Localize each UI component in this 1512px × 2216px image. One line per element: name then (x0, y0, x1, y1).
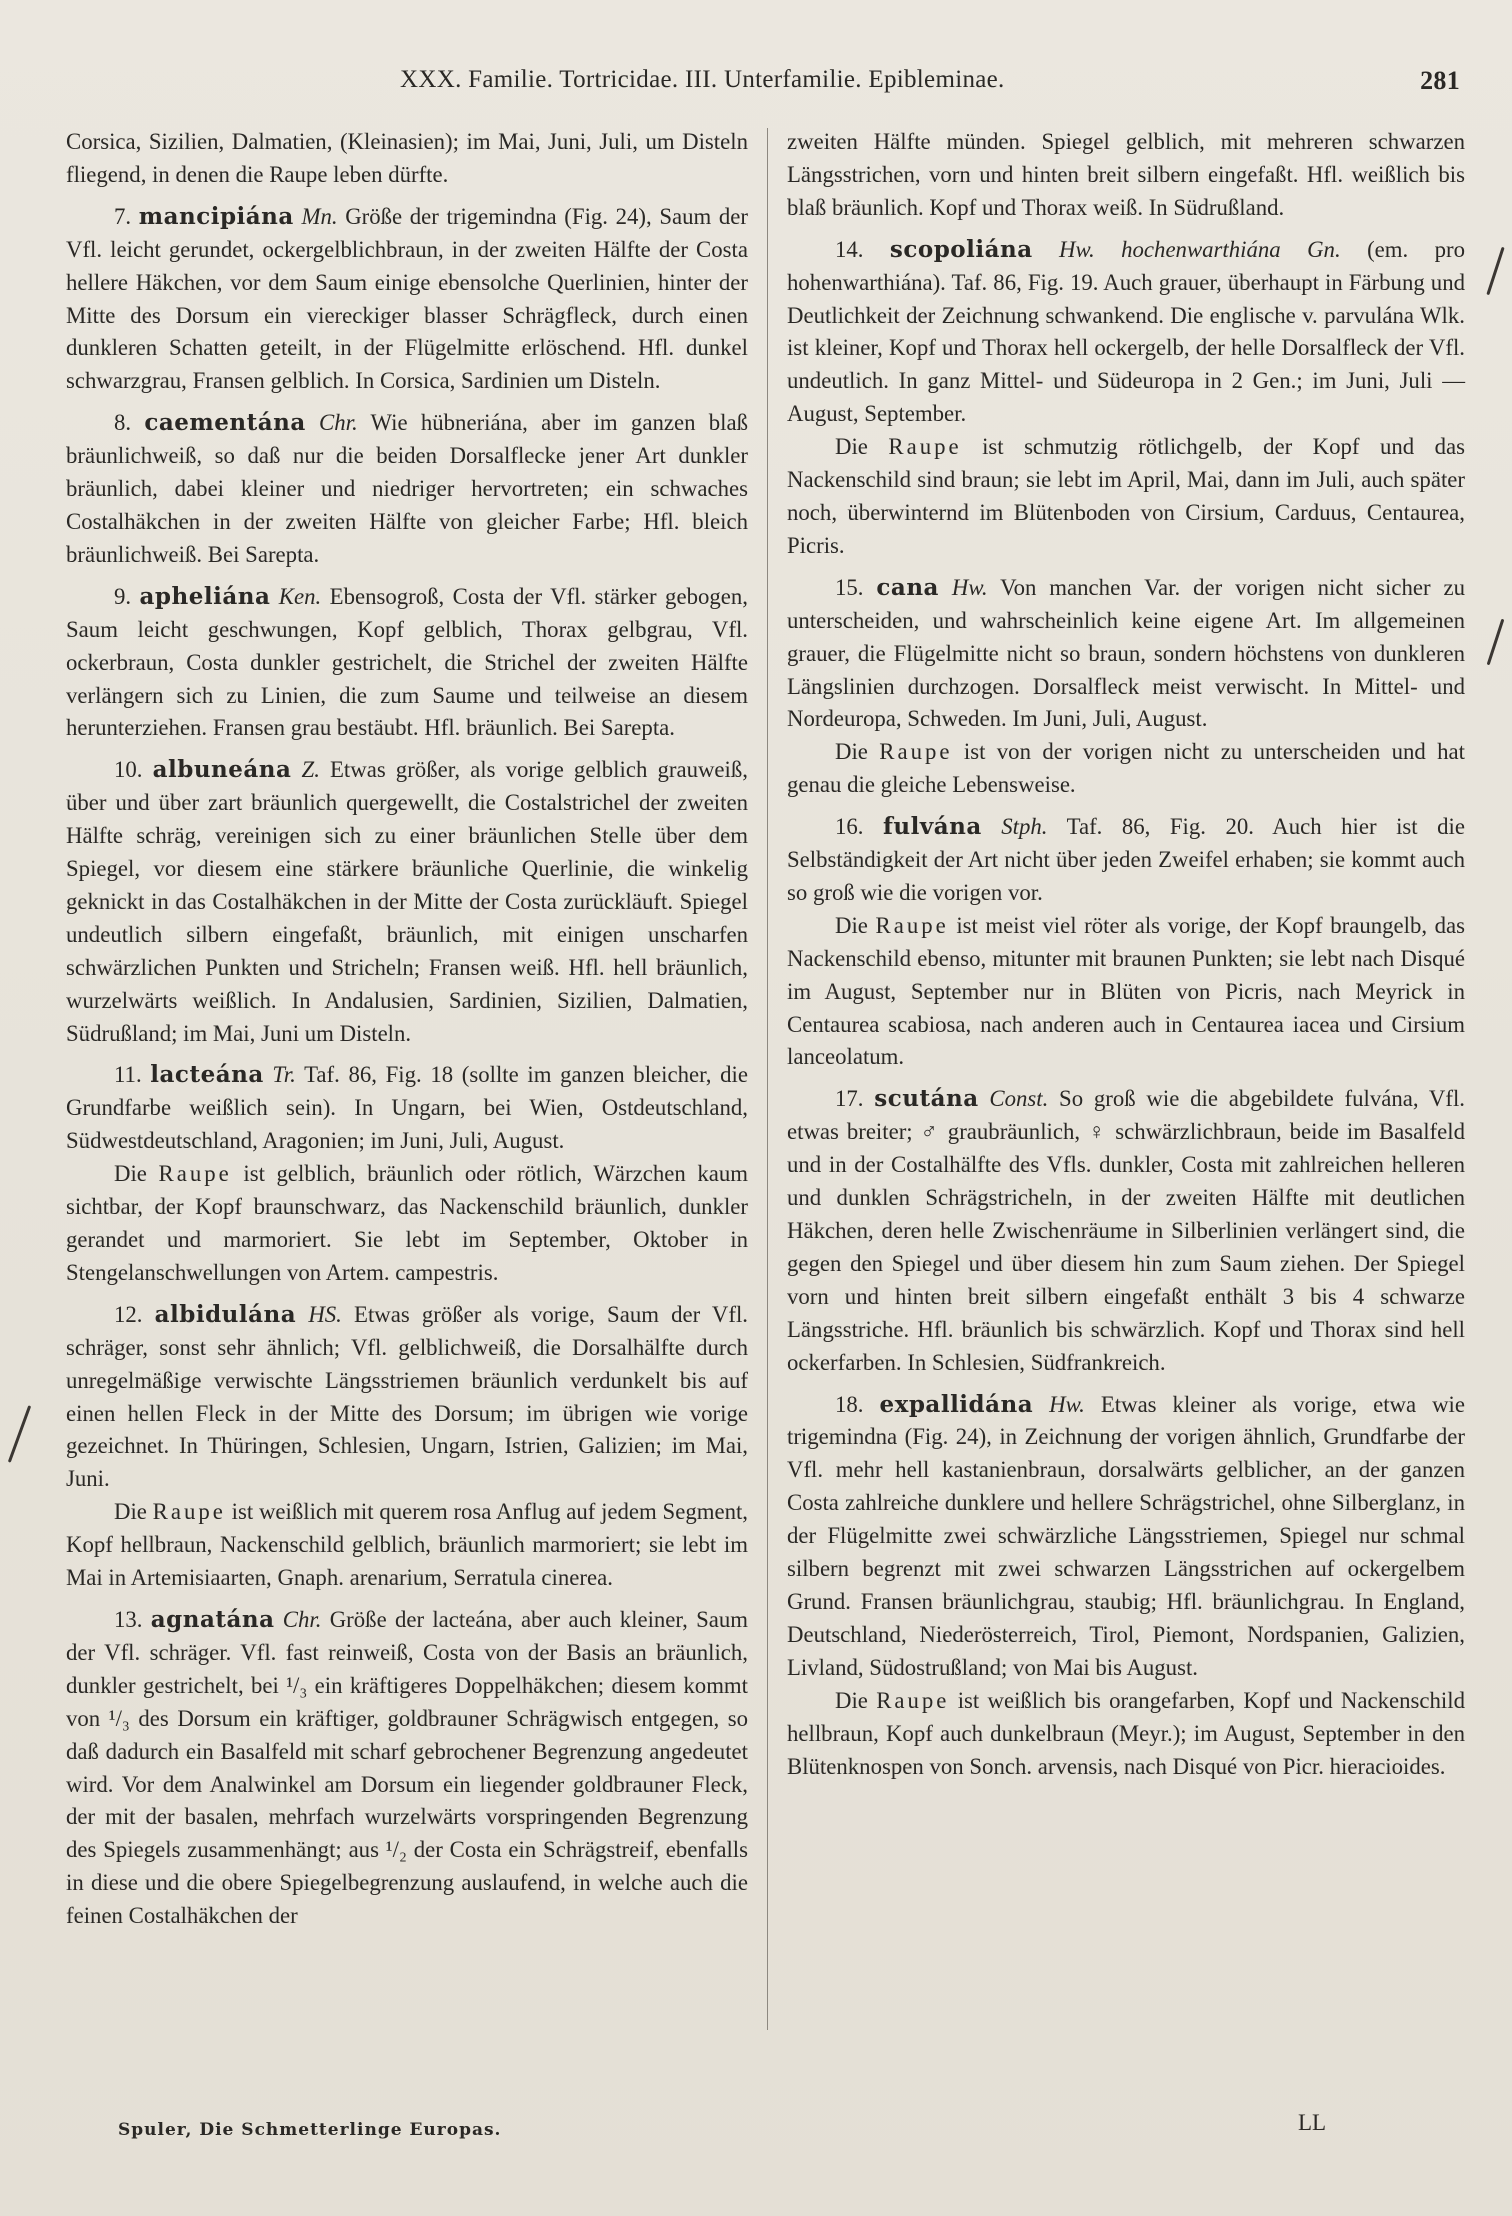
larva-paragraph: Die Raupe ist weißlich bis orangefarben, Kopf und Nackenschild hellbraun, Kopf auch dunkelbraun (Meyr.); im August, September in den Blütenknospen von Sonch. arvensis, nach Disqué von Picr. hieracioides. (787, 1687, 1465, 1779)
larva-paragraph: Die Raupe ist meist viel röter als vorige, der Kopf braungelb, das Nackenschild ebenso, mitunter mit braunen Punkten; sie lebt nach Disqué im August, September nur in Blüten von Picris, nach Meyrick in Centaurea scabiosa, nach anderen auch in Centaurea iacea und Cirsium lanceolatum. (787, 912, 1466, 1070)
pencil-mark (8, 1405, 31, 1462)
author: HS. (308, 1301, 342, 1327)
author: Const. (989, 1086, 1049, 1112)
author: Hw. (1049, 1391, 1085, 1417)
species-name: albidulána (154, 1300, 297, 1328)
larva-paragraph: Die Raupe ist schmutzig rötlichgelb, der Kopf und das Nackenschild sind braun; sie lebt im April, Mai, dann im Juli, auch später noch, überwinternd im Blütenboden von Cirsium, Carduus, Centaurea, Picris. (787, 434, 1466, 558)
species-entry-10: 10. albuneána Z. Etwas größer, als vorige gelblich grauweiß, über und über zart bräunlich quergewellt, die Costalstrichel der zweiten Hälfte schräg, vereinigen sich zu einer bräunlichen Stelle über dem Spiegel, vor diesem eine stärkere bräunliche Querlinie, die winkelig geknickt in das Costalhäkchen in der Mitte der Costa zurückläuft. Spiegel undeutlich silbern eingefaßt, bräunlich, mit einigen unscharfen schwärzlichen Punkten und Stricheln; Fransen weiß. Hfl. hell bräunlich, wurzelwärts weißlich. In Andalusien, Sardinien, Sizilien, Dalmatien, Südrußland; im Mai, Juni um Disteln. (66, 756, 748, 1046)
species-entry-16: 16. fulvána Stph. Taf. 86, Fig. 20. Auch hier ist die Selbständigkeit der Art nicht über jeden Zweifel erhaben; sie kommt auch so groß wie die vorigen vor. (787, 813, 1465, 905)
continuation-text: zweiten Hälfte münden. Spiegel gelblich, mit mehreren schwarzen Längsstrichen, vorn und hinten breit silbern eingefaßt. Hfl. weißlich bis blaß bräunlich. Kopf und Thorax weiß. In Südrußland. (787, 129, 1465, 220)
author: Hw. (951, 574, 988, 600)
left-column (66, 126, 748, 1933)
larva-paragraph: Die Raupe ist weißlich mit querem rosa Anflug auf jedem Segment, Kopf hellbraun, Nackenschild gelblich, bräunlich marmoriert; sie lebt im Mai in Artemisiaarten, Gnaph. arenarium, Serratula cinerea. (66, 1499, 749, 1591)
species-name: scopoliána (889, 235, 1033, 263)
book-citation-footer: Spuler, Die Schmetterlinge Europas. (118, 2120, 502, 2140)
species-name: scutána (874, 1085, 979, 1113)
description: Taf. 86, Fig. 18 (sollte im ganzen bleicher, die Grundfarbe weißlich sein). In Ungarn, bei Wien, Ostdeutschland, Südwestdeutschland, Aragonien; im Juni, Juli, August. (66, 1062, 748, 1154)
species-entry-11: 11. lacteána Tr. Taf. 86, Fig. 18 (sollte im ganzen bleicher, die Grundfarbe weißlich sein). In Ungarn, bei Wien, Ostdeutschland, Südwestdeutschland, Aragonien; im Juni, Juli, August. (66, 1061, 748, 1154)
species-entry-17: 17. scutána Const. So groß wie die abgebildete fulvána, Vfl. etwas breiter; ♂ graubräunlich, ♀ schwärzlichbraun, beide im Basalfeld und in der Costalhälfte des Vfls. dunkler, Costa mit zahlreichen helleren und dunklen Schrägstricheln, in der zweiten Hälfte mit deutlichen Häkchen, deren helle Zwischenräume in Silberlinien verlängert sind, die gegen den Spiegel und über diesem hin zum Saum ziehen. Der Spiegel vorn und hinten breit silbern eingefaßt enthält 3 bis 4 schwarze Längsstriche. Hfl. bräunlich bis schwärzlich. Kopf und Thorax sind hell ockerfarben. In Schlesien, Südfrankreich. (787, 1085, 1466, 1375)
description: Etwas größer, als vorige gelblich grauweiß, über und über zart bräunlich quergewellt, die Costalstrichel der zweiten Hälfte schräg, vereinigen sich zu einer bräunlichen Stelle über dem Spiegel, vor diesem eine stärkere bräunliche Querlinie, die winkelig geknickt in das Costalhäkchen in der Mitte der Costa zurückläuft. Spiegel undeutlich silbern eingefaßt, bräunlich, mit einigen unscharfen schwärzlichen Punkten und Stricheln; Fransen weiß. Hfl. hell bräunlich, wurzelwärts weißlich. In Andalusien, Sardinien, Sizilien, Dalmatien, Südrußland; im Mai, Juni um Disteln. (66, 757, 748, 1046)
species-name: lacteána (150, 1061, 264, 1089)
pencil-mark (1487, 619, 1505, 666)
species-entry-9: 9. apheliána Ken. Ebensogroß, Costa der Vfl. stärker gebogen, Saum leicht geschwungen, Kopf gelblich, Thorax gelbgrau, Vfl. ockerbraun, Costa dunkler gestrichelt, die Strichel der zweiten Hälfte verlängern sich zu Linien, die zum Saume und teilweise an diesem herunterziehen. Fransen grau bestäubt. Hfl. bräunlich. Bei Sarepta. (66, 582, 748, 741)
description: (em. pro hohenwarthiána). Taf. 86, Fig. 19. Auch grauer, überhaupt in Färbung und Deutlichkeit der Zeichnung schwankend. Die englische v. parvulána Wlk. ist kleiner, Kopf und Thorax hell ockergelb, der helle Dorsalfleck der Vfl. undeutlich. In ganz Mittel- und Südeuropa in 2 Gen.; im Juni, Juli — August, September. (787, 236, 1465, 427)
species-name: fulvána (883, 813, 982, 841)
continuation-text: Corsica, Sizilien, Dalmatien, (Kleinasien); im Mai, Juni, Juli, um Disteln fliegend, in denen die Raupe leben dürfte. (66, 129, 748, 187)
description: Ebensogroß, Costa der Vfl. stärker gebogen, Saum leicht geschwungen, Kopf gelblich, Thorax gelbgrau, Vfl. ockerbraun, Costa dunkler gestrichelt, die Strichel der zweiten Hälfte verlängern sich zu Linien, die zum Saume und teilweise an diesem herunterziehen. Fransen grau bestäubt. Hfl. bräunlich. Bei Sarepta. (66, 583, 748, 741)
species-name: expallidána (879, 1390, 1034, 1418)
right-column (787, 126, 1465, 1783)
author: Chr. (319, 410, 358, 436)
species-name: mancipiána (138, 202, 294, 230)
description: Von manchen Var. der vorigen nicht sicher zu unterscheiden, und wahrscheinlich keine eigene Art. Im allgemeinen grauer, die Flügelmitte nicht so braun, sondern höchstens von dunkleren Längslinien durchzogen. Dorsalfleck meist verwischt. In Mittel- und Nordeuropa, Schweden. Im Juni, Juli, August. (787, 574, 1466, 732)
pencil-mark (1486, 247, 1504, 295)
species-entry-18: 18. expallidána Hw. Etwas kleiner als vorige, etwa wie trigemindna (Fig. 24), in Zeichnung der vorigen ähnlich, Grundfarbe der Vfl. mehr hell kastanienbraun, dorsalwärts gelblicher, an der ganzen Costa zahlreiche dunklere und hellere Schrägstrichel, ohne Silberglanz, in der Flügelmitte zwei schwärzliche Längsstriemen, Spiegel nur schmal silbern begrenzt mit zwei schwarzen Längsstrichen auf ockergelbem Grund. Fransen bräunlichgrau, staubig; Hfl. bräunlichgrau. In England, Deutschland, Niederösterreich, Tirol, Piemont, Nordspanien, Galizien, Livland, Südostrußland; von Mai bis August. (787, 1390, 1466, 1680)
description: Wie hübneriána, aber im ganzen blaß bräunlichweiß, so daß nur die beiden Dorsalflecke jener Art dunkler bräunlich, dabei kleiner und niedriger hervortreten; ein schwaches Costalhäkchen in der zweiten Hälfte von gleicher Farbe; Hfl. bleich bräunlichweiß. Bei Sarepta. (66, 410, 748, 567)
signature-mark: LL (1298, 2110, 1327, 2135)
species-name: cana (876, 573, 939, 601)
description: Etwas kleiner als vorige, etwa wie trigemindna (Fig. 24), in Zeichnung der vorigen ähnlich, Grundfarbe der Vfl. mehr hell kastanienbraun, dorsalwärts gelblicher, an der ganzen Costa zahlreiche dunklere und hellere Schrägstrichel, ohne Silberglanz, in der Flügelmitte zwei schwärzliche Längsstriemen, Spiegel nur schmal silbern begrenzt mit zwei schwarzen Längsstrichen auf ockergelbem Grund. Fransen bräunlichgrau, staubig; Hfl. bräunlichgrau. In England, Deutschland, Niederösterreich, Tirol, Piemont, Nordspanien, Galizien, Livland, Südostrußland; von Mai bis August. (787, 1391, 1466, 1680)
running-title: XXX. Familie. Tortricidae. III. Unterfamilie. Epibleminae. (400, 66, 1005, 93)
column-divider (767, 128, 768, 2030)
species-name: albuneána (152, 756, 292, 784)
species-entry-15: 15. cana Hw. Von manchen Var. der vorigen nicht sicher zu unterscheiden, und wahrscheinlich keine eigene Art. Im allgemeinen grauer, die Flügelmitte nicht so braun, sondern höchstens von dunkleren Längslinien durchzogen. Dorsalfleck meist verwischt. In Mittel- und Nordeuropa, Schweden. Im Juni, Juli, August. (787, 573, 1466, 732)
species-entry-8: 8. caementána Chr. Wie hübneriána, aber im ganzen blaß bräunlichweiß, so daß nur die beiden Dorsalflecke jener Art dunkler bräunlich, dabei kleiner und niedriger hervortreten; ein schwaches Costalhäkchen in der zweiten Hälfte von gleicher Farbe; Hfl. bleich bräunlichweiß. Bei Sarepta. (66, 409, 748, 567)
species-name: caementána (144, 409, 306, 437)
larva-paragraph: Die Raupe ist gelblich, bräunlich oder rötlich, Wärzchen kaum sichtbar, der Kopf braunschwarz, das Nackenschild bräunlich, dunkler gerandet und marmoriert. Sie lebt im September, Oktober in Stengelanschwellungen von Artem. campestris. (66, 1161, 748, 1285)
page-number: 281 (1420, 66, 1460, 95)
description: Taf. 86, Fig. 20. Auch hier ist die Selbständigkeit der Art nicht über jeden Zweifel erhaben; sie kommt auch so groß wie die vorigen vor. (787, 814, 1465, 905)
description: Etwas größer als vorige, Saum der Vfl. schräger, sonst sehr ähnlich; Vfl. gelblichweiß, die Dorsalhälfte durch unregelmäßige verwischte Längsstriemen bräunlich verdunkelt bis auf einen hellen Fleck in der Mitte des Dorsum; im übrigen wie vorige gezeichnet. In Thüringen, Schlesien, Ungarn, Istrien, Galizien; im Mai, Juni. (66, 1301, 748, 1492)
species-entry-14: 14. scopoliána Hw. hochenwarthiána Gn. (em. pro hohenwarthiána). Taf. 86, Fig. 19. Auch grauer, überhaupt in Färbung und Deutlichkeit der Zeichnung schwankend. Die englische v. parvulána Wlk. ist kleiner, Kopf und Thorax hell ockergelb, der helle Dorsalfleck der Vfl. undeutlich. In ganz Mittel- und Südeuropa in 2 Gen.; im Juni, Juli — August, September. (787, 235, 1465, 427)
author: Tr. (272, 1062, 296, 1088)
larva-paragraph: Die Raupe ist von der vorigen nicht zu unterscheiden und hat genau die gleiche Lebensweise. (787, 739, 1465, 798)
page-header (360, 66, 1460, 106)
author: Ken. (278, 583, 322, 609)
species-entry-7: 7. mancipiána Mn. Größe der trigemindna (Fig. 24), Saum der Vfl. leicht gerundet, ockergelblichbraun, in der zweiten Hälfte der Costa hellere Häkchen, vor dem Saum einige ebensolche Querlinien, hinter der Mitte des Dorsum ein viereckiger blasser Schrägfleck, durch einen dunkleren Schatten geteilt, in der Flügelmitte erlöschend. Hfl. dunkel schwarzgrau, Fransen gelblich. In Corsica, Sardinien um Disteln. (66, 202, 749, 394)
description: Größe der trigemindna (Fig. 24), Saum der Vfl. leicht gerundet, ockergelblichbraun, in der zweiten Hälfte der Costa hellere Häkchen, vor dem Saum einige ebensolche Querlinien, hinter der Mitte des Dorsum ein viereckiger blasser Schrägfleck, durch einen dunkleren Schatten geteilt, in der Flügelmitte erlöschend. Hfl. dunkel schwarzgrau, Fransen gelblich. In Corsica, Sardinien um Disteln. (66, 203, 749, 394)
author: Mn. (301, 203, 338, 229)
author: Hw. hochenwarthiána Gn. (1059, 236, 1341, 262)
species-entry-12: 12. albidulána HS. Etwas größer als vorige, Saum der Vfl. schräger, sonst sehr ähnlich; Vfl. gelblichweiß, die Dorsalhälfte durch unregelmäßige verwischte Längsstriemen bräunlich verdunkelt bis auf einen hellen Fleck in der Mitte des Dorsum; im übrigen wie vorige gezeichnet. In Thüringen, Schlesien, Ungarn, Istrien, Galizien; im Mai, Juni. (66, 1300, 748, 1492)
author: Stph. (1001, 814, 1048, 840)
species-name: apheliána (139, 582, 271, 610)
author: Z. (301, 757, 320, 783)
description: Größe der lacteána, aber auch kleiner, Saum der Vfl. schräger. Vfl. fast reinweiß, Costa von der Basis an bräunlich, dunkler gestrichelt, bei ¹/₃ ein kräftigeres Doppelhäkchen; diesem kommt von ¹/₃ des Dorsum ein kräftiger, goldbrauner Schrägwisch entgegen, so daß dadurch ein Basalfeld mit scharf gebrochener Begrenzung angedeutet wird. Vor dem Analwinkel am Dorsum ein liegender goldbrauner Fleck, der mit der basalen, mehrfach wurzelwärts vorspringenden Begrenzung des Spiegels zusammenhängt; aus ¹/₂ der Costa ein Schrägstreif, ebenfalls in diese und die obere Spiegelbegrenzung auslaufend, in welche auch die feinen Costalhäkchen der (66, 1606, 748, 1929)
species-name: agnatána (150, 1605, 275, 1633)
species-entry-13: 13. agnatána Chr. Größe der lacteána, aber auch kleiner, Saum der Vfl. schräger. Vfl. fast reinweiß, Costa von der Basis an bräunlich, dunkler gestrichelt, bei ¹/₃ ein kräftigeres Doppelhäkchen; diesem kommt von ¹/₃ des Dorsum ein kräftiger, goldbrauner Schrägwisch entgegen, so daß dadurch ein Basalfeld mit scharf gebrochener Begrenzung angedeutet wird. Vor dem Analwinkel am Dorsum ein liegender goldbrauner Fleck, der mit der basalen, mehrfach wurzelwärts vorspringenden Begrenzung des Spiegels zusammenhängt; aus ¹/₂ der Costa ein Schrägstreif, ebenfalls in diese und die obere Spiegelbegrenzung auslaufend, in welche auch die feinen Costalhäkchen der (66, 1605, 748, 1929)
description: So groß wie die abgebildete fulvána, Vfl. etwas breiter; ♂ graubräunlich, ♀ schwärzlichbraun, beide im Basalfeld und in der Costalhälfte des Vfls. dunkler, Costa mit zahlreichen helleren und dunklen Schrägstricheln, in der zweiten Hälfte mit deutlichen Häkchen, deren helle Zwischenräume in Silberlinien verlängert sind, die gegen den Spiegel und über diesem hin zum Saum ziehen. Der Spiegel vorn und hinten breit silbern eingefaßt enthält 3 bis 4 schwarze Längsstriche. Hfl. bräunlich bis schwärzlich. Kopf und Thorax sind hell ockerfarben. In Schlesien, Südfrankreich. (787, 1086, 1466, 1375)
author: Chr. (282, 1606, 322, 1632)
